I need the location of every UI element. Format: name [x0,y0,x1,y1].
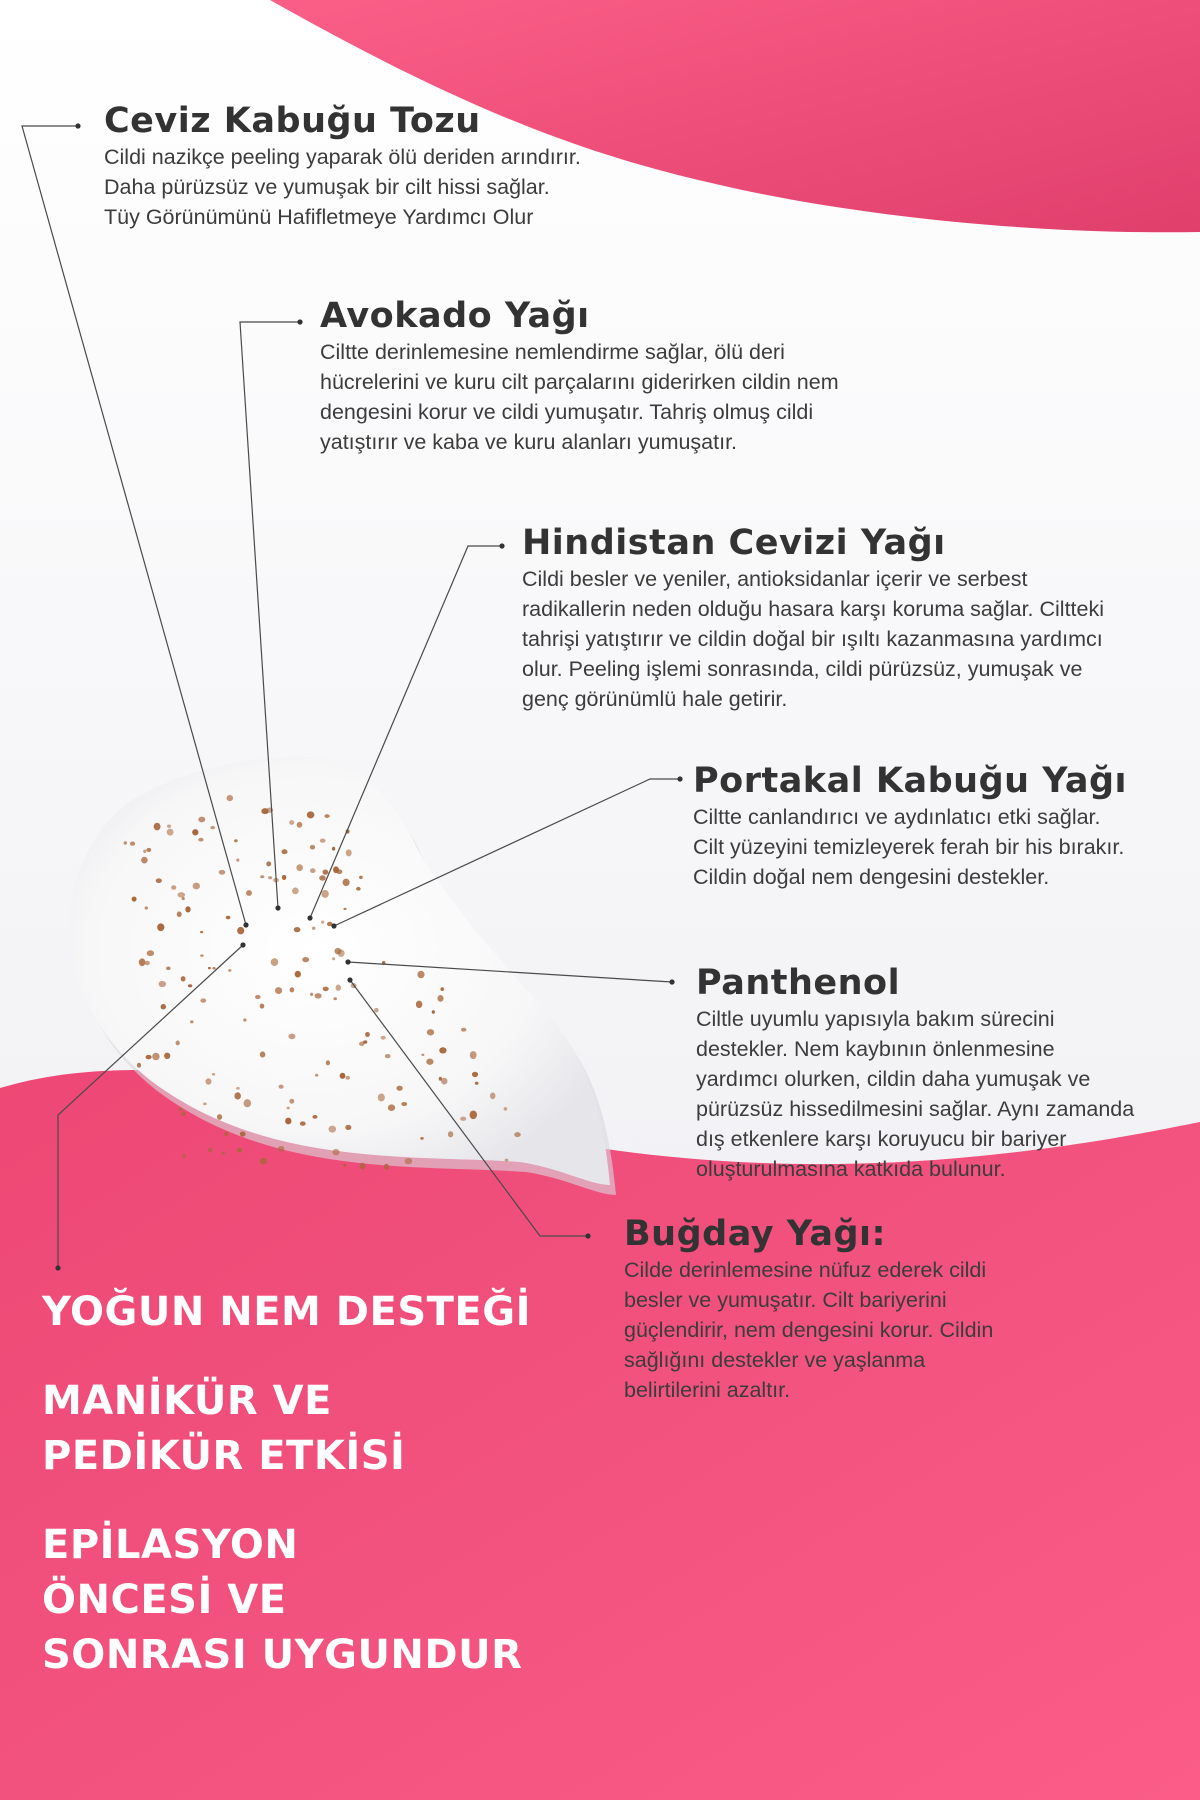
speckle [286,1107,289,1110]
speckle [137,1063,141,1068]
speckle [288,1034,295,1040]
speckle [164,1053,170,1059]
speckle [147,950,154,956]
speckle [300,1121,306,1125]
ingredient-title: Portakal Kabuğu Yağı [693,761,1128,801]
speckle [351,983,357,988]
claim-nem-destegi: YOĞUN NEM DESTEĞİ [42,1289,531,1335]
speckle [333,866,339,873]
speckle [289,1099,294,1104]
speckle [255,995,261,999]
speckle [132,897,137,902]
ingredient-avokado-yagi [320,295,940,457]
speckle [260,1004,265,1009]
speckle [200,954,203,956]
speckle [198,817,205,823]
speckle [396,1086,402,1091]
speckle [310,868,316,873]
speckle [192,829,198,835]
speckle [139,958,146,966]
speckle [420,1137,423,1140]
speckle [260,1158,267,1165]
speckle [421,1054,424,1056]
ingredient-panthenol [696,962,1196,1184]
speckle [382,961,386,965]
speckle [154,823,161,831]
speckle [514,1132,520,1137]
speckle [320,838,326,842]
speckle [273,878,279,883]
speckle [365,1032,370,1037]
ingredient-bugday-yagi [624,1213,1144,1405]
speckle [208,1148,212,1152]
speckle [426,1059,433,1065]
speckle [460,1117,466,1121]
speckle [275,987,282,994]
speckle [203,1103,207,1106]
speckle [472,1072,478,1077]
speckle [210,826,215,829]
speckle [504,1107,508,1110]
speckle [346,849,352,856]
speckle [182,1153,186,1158]
speckle [178,892,186,897]
speckle [381,1036,386,1040]
ingredient-title: Panthenol [696,963,901,1003]
speckle [321,921,324,924]
speckle [200,998,206,1002]
ingredient-portakal-kabugu-yagi [693,760,1193,892]
speckle [448,1131,453,1137]
speckle [310,993,313,996]
speckle [146,848,151,852]
speckle [246,890,252,896]
speckle [226,916,230,919]
speckle [285,1118,291,1125]
speckle [315,993,322,998]
speckle [190,1020,194,1023]
speckle [312,927,315,930]
speckle [340,1073,346,1079]
speckle [224,1132,228,1137]
speckle [323,987,329,992]
speckle [167,829,174,836]
ingredient-description: Ciltte derinlemesine nemlendirme sağlar, ölü deri hücrelerini ve kuru cilt parçalarını giderirken cildin nem dengesini korur ve cildi yumuşatır. Tahriş olmuş cildi yatıştırır ve kaba ve kuru alanları yumuşatır. [320,340,839,454]
speckle [374,1008,379,1013]
speckle [200,931,203,933]
speckle [333,997,337,1000]
speckle [217,1114,222,1120]
speckle [178,1108,182,1111]
speckle [130,841,135,845]
speckle [385,1054,391,1058]
speckle [296,864,303,871]
speckle [329,1126,337,1133]
speckle [141,857,148,864]
speckle [323,870,329,875]
speckle [343,1164,346,1167]
speckle [228,969,231,972]
speckle [505,1159,509,1162]
speckle [345,1076,350,1080]
speckle [157,923,164,931]
speckle [343,879,350,886]
speckle [292,888,299,895]
speckle [181,1111,186,1116]
speckle [188,984,192,987]
speckle [156,878,162,883]
speckle [145,961,150,965]
speckle [327,922,333,927]
speckle [243,1018,246,1021]
claim-epilasyon: EPİLASYON ÖNCESİ VE SONRASI UYGUNDUR [42,1522,523,1678]
speckle [212,1073,215,1075]
speckle [326,1060,330,1065]
ingredient-description: Cildi besler ve yeniler, antioksidanlar içerir ve serbest radikallerin neden olduğu hasara karşı koruma sağlar. Ciltteki tahrişi yatıştırır ve cildin doğal bir ışıltı kazanmasına yardımcı olur. Peeling işlemi sonrasında, cildi pürüzsüz, yumuşak ve genç görünümlü hale getirir. [522,567,1105,711]
speckle [161,1004,166,1009]
speckle [441,1078,447,1085]
ingredient-title: Hindistan Cevizi Yağı [522,523,946,563]
speckle [437,995,443,1002]
speckle [295,971,301,978]
speckle [439,1047,446,1053]
speckle [185,906,190,912]
speckle [166,966,170,970]
speckle [268,876,272,879]
speckle [470,1051,477,1059]
speckle [384,1164,389,1170]
speckle [297,822,303,828]
speckle [176,1041,180,1046]
ingredient-ceviz-kabugu-tozu [104,100,664,232]
speckle [271,958,279,966]
speckle [124,841,127,844]
speckle [177,911,182,917]
speckle [290,987,295,992]
speckle [307,811,315,818]
speckle [205,1078,211,1084]
speckle [346,829,350,833]
speckle [152,1053,159,1060]
speckle [319,875,326,880]
speckle [345,1125,351,1130]
speckle [237,1148,243,1152]
ingredient-hindistan-cevizi-yagi [522,522,1182,714]
speckle [281,849,287,854]
speckle [222,1152,225,1155]
claim-manikur-pedikur: MANİKÜR VE PEDİKÜR ETKİSİ [42,1378,406,1479]
speckle [198,838,203,842]
speckle [171,885,176,890]
speckle [264,810,268,813]
speckle [360,1163,366,1170]
speckle [278,1146,285,1152]
speckle [359,1042,365,1047]
ingredient-title: Buğday Yağı: [624,1214,887,1254]
speckle [227,795,234,801]
speckle [193,883,200,890]
speckle [405,1158,413,1164]
speckle [440,987,443,991]
ingredient-description: Ciltte canlandırıcı ve aydınlatıcı etki sağlar. Cilt yüzeyini temizleyerek ferah bir his bırakır. Cildin doğal nem dengesini destekler. [693,805,1125,889]
speckle [146,1055,152,1059]
speckle [143,849,146,853]
speckle [310,845,315,850]
speckle [237,927,244,935]
speckle [388,1104,395,1111]
speckle [182,897,185,900]
speckle [416,1001,422,1008]
speckle [378,1094,385,1102]
speckle [356,887,361,891]
speckle [240,1131,246,1136]
speckle [475,1082,479,1085]
speckle [470,1110,477,1119]
speckle [312,1115,317,1119]
speckle [244,1099,252,1107]
ingredient-title: Avokado Yağı [320,296,590,336]
speckle [208,967,211,969]
speckle [490,1093,496,1100]
speckle [417,971,424,978]
speckle [302,957,309,962]
benefit-claims [42,1285,602,1717]
speckle [332,847,335,851]
speckle [324,814,329,818]
speckle [181,976,186,981]
speckle [236,859,239,862]
speckle [260,1051,266,1057]
speckle [294,927,301,932]
speckle [219,870,225,875]
speckle [315,1074,318,1077]
speckle [289,820,294,825]
speckle [432,1010,435,1014]
speckle [336,985,341,991]
ingredient-description: Cilde derinlemesine nüfuz ederek cildi besler ve yumuşatır. Cilt bariyerini güçlendirir, nem dengesini korur. Cildin sağlığını destekler ve yaşlanma belirtilerini azaltır. [624,1258,994,1402]
speckle [234,1092,240,1099]
ingredient-title: Ceviz Kabuğu Tozu [104,101,481,141]
speckle [266,861,271,866]
ingredient-description: Ciltle uyumlu yapısıyla bakım sürecini destekler. Nem kaybının önlenmesine yardımcı olurken, cildin daha yumuşak ve pürüzsüz hissedilmesini sağlar. Aynı zamanda dış etkenlere karşı koruyucu bir bariyer oluşturulmasına katkıda bulunur. [696,1007,1135,1181]
speckle [236,1087,240,1090]
ingredient-description: Cildi nazikçe peeling yaparak ölü deriden arındırır. Daha pürüzsüz ve yumuşak bir cilt hissi sağlar. Tüy Görünümünü Hafifletmeye Yardımcı Olur [104,145,581,229]
speckle [145,906,148,909]
speckle [234,839,238,842]
speckle [282,875,286,880]
speckle [401,1102,407,1106]
speckle [212,967,215,970]
speckle [461,1028,467,1032]
speckle [321,890,328,898]
speckle [343,908,346,910]
speckle [338,949,345,956]
speckle [167,825,171,828]
speckle [427,1029,434,1035]
speckle [159,981,166,987]
speckle [332,957,335,960]
speckle [279,1085,284,1089]
speckle [359,876,363,879]
speckle [260,875,264,878]
speckle [332,1149,339,1155]
